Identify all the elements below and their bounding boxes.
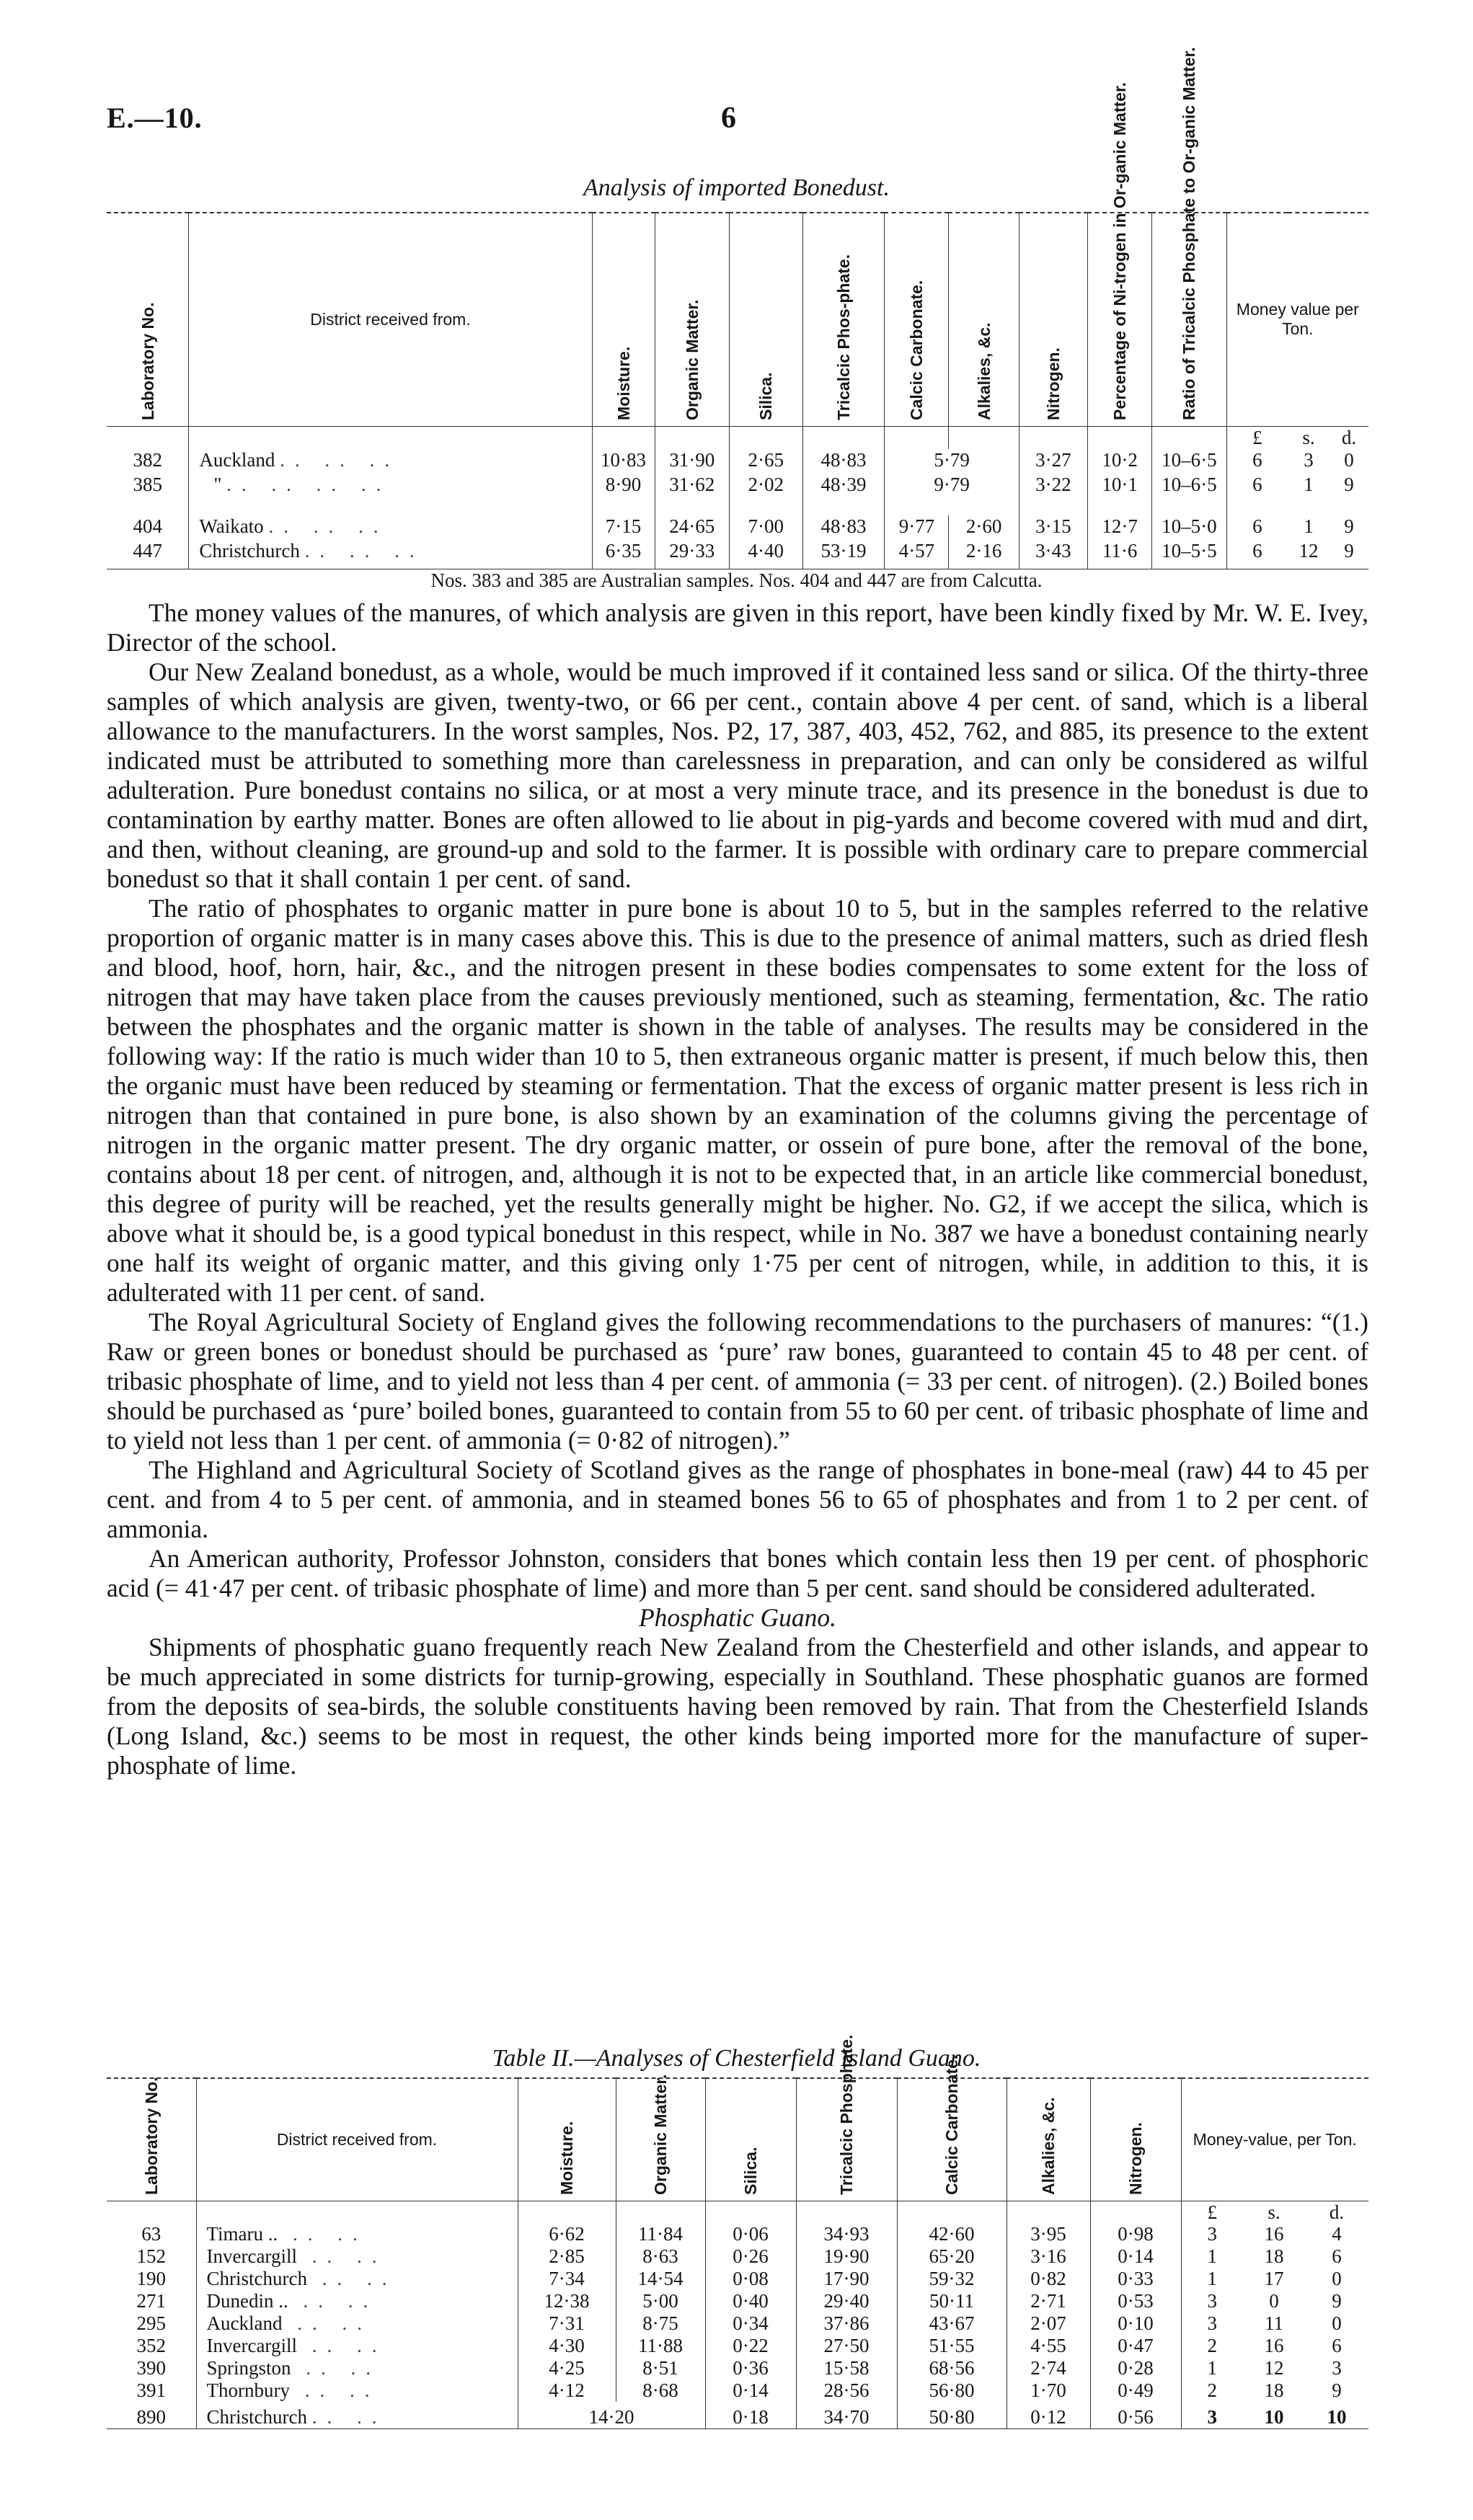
col-header-calcic: Calcic Carbonate. xyxy=(885,213,949,426)
unit-pence: d. xyxy=(1329,2201,1345,2223)
table2-body xyxy=(107,2223,1368,2429)
table-row: 152 Invercargill .. .. 2·85 8·63 0·26 19·90 65·20 3·16 0·14 1 18 6 xyxy=(107,2245,1368,2268)
col-header-moisture: Moisture. xyxy=(518,2078,616,2201)
unit-pence: d. xyxy=(1341,426,1357,448)
paragraph: Our New Zealand bonedust, as a whole, would be much improved if it contained less sand or silica. Of the thirty-three samples of which analysis are given, twenty-two, or 66 per cent., contain above 4 per cent. of sand, which is a liberal allowance to the manufacturers. In the worst samples, Nos. P2, 17, 387, 403, 452, 762, and 885, its presence to the extent indicated must be attributed to something more than carelessness in preparation, and can only be considered as wilful adulteration. Pure bonedust contains no silica, or at most a very minute trace, and its presence in the bonedust is due to contamination by earthy matter. Bones are often allowed to lie about in pig-yards and become covered with mud and dirt, and then, without cleaning, are ground-up and sold to the farmer. It is possible with ordinary care to prepare commercial bonedust so that it shall contain 1 per cent. of sand. xyxy=(107,657,1368,893)
page-number: 6 xyxy=(721,102,736,135)
col-header-money: Money-value, per Ton. xyxy=(1193,2129,1357,2149)
col-header-tricalcic: Tricalcic Phosphate. xyxy=(796,2078,897,2201)
body-text xyxy=(107,598,1368,1780)
col-header-district: District received from. xyxy=(196,2078,518,2201)
paragraph: The Highland and Agricultural Society of Scotland gives as the range of phosphates in bone-meal (raw) 44 to 45 per cent. and from 4 to 5 per cent. of ammonia, and in steamed bones 56 to 65 of phosphates and from 1 to 2 per cent. of ammonia. xyxy=(107,1455,1368,1543)
table-row: 390 Springston .. .. 4·25 8·51 0·36 15·58 68·56 2·74 0·28 1 12 3 xyxy=(107,2357,1368,2379)
col-header-pct-nitrogen: Percentage of Ni-trogen in Or-ganic Matter. xyxy=(1088,213,1152,426)
col-header-alkalies: Alkalies, &c. xyxy=(949,213,1019,426)
col-header-calcic: Calcic Carbonate. xyxy=(897,2078,1007,2201)
col-header-alkalies: Alkalies, &c. xyxy=(1007,2078,1090,2201)
unit-pounds: £ xyxy=(1207,2201,1217,2223)
unit-shillings: s. xyxy=(1268,2201,1280,2223)
paragraph: Shipments of phosphatic guano frequently reach New Zealand from the Chesterfield and other islands, and appear to be much appreciated in some districts for turnip-growing, especially in Southland. These phosphatic guanos are formed from the deposits of sea-birds, the soluble constituents having been removed by rain. That from the Chesterfield Islands (Long Island, &c.) seems to be most in request, the other kinds being imported more for the manufacture of super-phosphate of lime. xyxy=(107,1633,1368,1780)
paragraph: An American authority, Professor Johnston, considers that bones which contain less then 19 per cent. of phosphoric acid (= 41·47 per cent. of tribasic phosphate of lime) and more than 5 per cent. sand should be considered adulterated. xyxy=(107,1544,1368,1602)
table2-caption: Table II.—Analyses of Chesterfield Island Guano. xyxy=(492,2045,981,2072)
table-row: 63 Timaru .. .. .. 6·62 11·84 0·06 34·93 42·60 3·95 0·98 3 16 4 xyxy=(107,2223,1368,2245)
col-header-silica: Silica. xyxy=(705,2078,796,2201)
paragraph: The ratio of phosphates to organic matter in pure bone is about 10 to 5, but in the samples referred to the relative proportion of organic matter is in many cases above this. This is due to the presence of animal matters, such as dried flesh and blood, hoof, horn, hair, &c., and the nitrogen present in these bodies compensates to some extent for the loss of nitrogen that may have taken place from the causes previously mentioned, such as steaming, fermentation, &c. The ratio between the phosphates and the organic matter is shown in the table of analyses. The results may be considered in the following way: If the ratio is much wider than 10 to 5, then extraneous organic matter is present, if much below this, then the organic must have been reduced by steaming or fermentation. That the excess of organic matter present is less rich in nitrogen than that contained in pure bone, is also shown by an examination of the columns giving the percentage of nitrogen in the organic matter present. The dry organic matter, or ossein of pure bone, after the removal of the bone, contains about 18 per cent. of nitrogen, and, although it is not to be expected that, in an article like commercial bonedust, this degree of purity will be reached, yet the results generally might be higher. No. G2, if we accept the silica, which is above what it should be, is a good typical bonedust in this respect, while in No. 387 we have a bonedust containing nearly one half its weight of organic matter, and this giving only 1·75 per cent of nitrogen, while, in addition to this, it is adulterated with 11 per cent. of sand. xyxy=(107,894,1368,1307)
paragraph: The Royal Agricultural Society of England gives the following recommendations to the purchasers of manures: “(1.) Raw or green bones or bonedust should be purchased as ‘pure’ raw bones, guaranteed to contain 45 to 48 per cent. of tribasic phosphate of lime, and to yield not less than 4 per cent. of ammonia (= 33 per cent. of nitrogen). (2.) Boiled bones should be purchased as ‘pure’ boiled bones, guaranteed to contain from 55 to 60 per cent. of tribasic phosphate of lime and to yield not less than 1 per cent. of ammonia (= 0·82 of nitrogen).” xyxy=(107,1308,1368,1455)
col-header-tricalcic: Tricalcic Phos-phate. xyxy=(802,213,885,426)
table-row: 295 Auckland .. .. 7·31 8·75 0·34 37·86 43·67 2·07 0·10 3 11 0 xyxy=(107,2312,1368,2335)
col-header-lab: Laboratory No. xyxy=(107,213,189,426)
table1-footnote: Nos. 383 and 385 are Australian samples. Nos. 404 and 447 are from Calcutta. xyxy=(430,569,1043,591)
table-row: 190 Christchurch .. .. 7·34 14·54 0·08 17·90 59·32 0·82 0·33 1 17 0 xyxy=(107,2268,1368,2290)
unit-shillings: s. xyxy=(1302,426,1315,448)
table-row: 385 " .. .. .. .. 8·90 31·62 2·02 48·39 9·79 3·22 10·1 10–6·5 6 1 9 xyxy=(107,474,1368,515)
col-header-organic: Organic Matter. xyxy=(616,2078,705,2201)
section-heading: Phosphatic Guano. xyxy=(638,1603,837,1632)
table-row: 391 Thornbury .. .. 4·12 8·68 0·14 28·56 56·80 1·70 0·49 2 18 9 xyxy=(107,2379,1368,2402)
table-row: 352 Invercargill .. .. 4·30 11·88 0·22 27·50 51·55 4·55 0·47 2 16 6 xyxy=(107,2335,1368,2357)
document-reference: E.—10. xyxy=(107,102,203,134)
table-row: 382 Auckland .. .. .. 10·83 31·90 2·65 48·83 5·79 3·27 10·2 10–6·5 6 3 0 xyxy=(107,449,1368,474)
table-row: 890 Christchurch .. .. 14·20 0·18 34·70 50·80 0·12 0·56 3 10 10 xyxy=(107,2402,1368,2429)
col-header-silica: Silica. xyxy=(730,213,802,426)
col-header-district: District received from. xyxy=(189,213,592,426)
unit-pounds: £ xyxy=(1252,426,1262,448)
table1-caption: Analysis of imported Bonedust. xyxy=(583,174,890,201)
col-header-moisture: Moisture. xyxy=(592,213,655,426)
table-row: 271 Dunedin .. .. .. 12·38 5·00 0·40 29·40 50·11 2·71 0·53 3 0 9 xyxy=(107,2290,1368,2312)
col-header-ratio: Ratio of Tricalcic Phosphate to Or-ganic Matter. xyxy=(1152,213,1227,426)
col-header-nitrogen: Nitrogen. xyxy=(1019,213,1087,426)
table-row: 404 Waikato .. .. .. 7·15 24·65 7·00 48·83 9·77 2·60 3·15 12·7 10–5·0 6 1 9 xyxy=(107,515,1368,540)
col-header-lab: Laboratory No. xyxy=(107,2078,196,2201)
col-header-organic: Organic Matter. xyxy=(655,213,730,426)
col-header-money: Money value per Ton. xyxy=(1236,300,1359,339)
table-row: 447 Christchurch .. .. .. 6·35 29·33 4·40 53·19 4·57 2·16 3·43 11·6 10–5·5 6 12 9 xyxy=(107,540,1368,569)
col-header-nitrogen: Nitrogen. xyxy=(1090,2078,1181,2201)
paragraph: The money values of the manures, of which analysis are given in this report, have been kindly fixed by Mr. W. E. Ivey, Director of the school. xyxy=(107,598,1368,657)
